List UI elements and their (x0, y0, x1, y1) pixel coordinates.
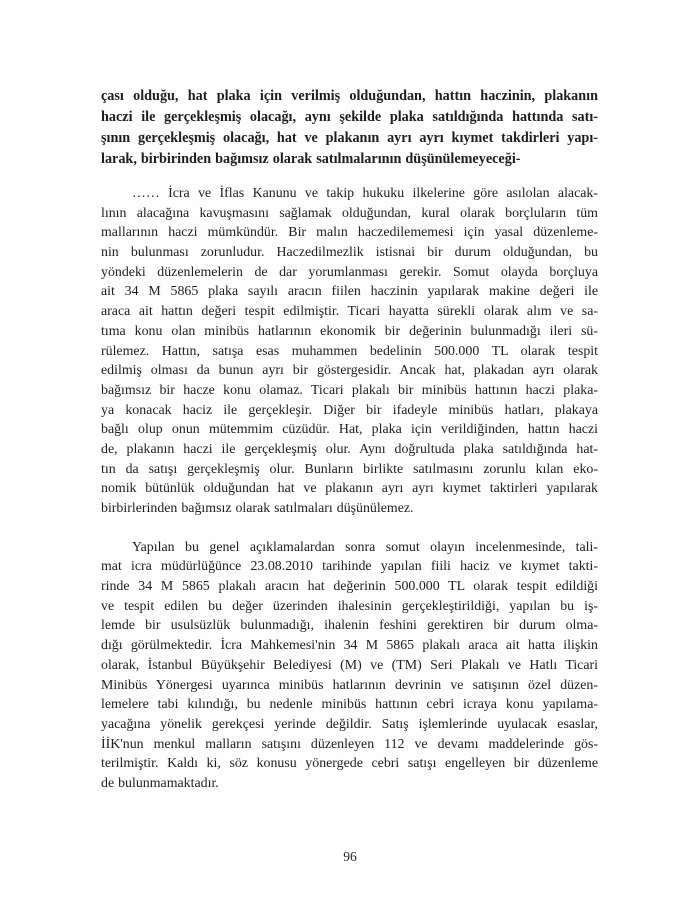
text-line: terilmiştir. Kaldı ki, söz konusu yönergede cebri satışı engelleyen bir düzenleme (101, 756, 598, 772)
paragraph-body-2 (101, 538, 598, 794)
text-line: birbirlerinden bağımsız olarak satılmaları düşünülemez. (101, 501, 414, 516)
text-line: yacağına yönelik gerekçesi yerinde değildir. Satış işlemlerinde uyulacak esaslar, (101, 716, 598, 732)
page-number: 96 (343, 849, 357, 864)
text-line: tın da satışı gerçekleşmiş olur. Bunların birlikte satılmasını zorunlu kılan eko- (101, 461, 598, 477)
paragraph-lead-quote-bold (101, 86, 598, 170)
text-line: rülemez. Hattın, satışa esas muhammen bedelinin 500.000 TL olarak tespit (101, 343, 598, 359)
text-line: …… İcra ve İflas Kanunu ve takip hukuku ilkelerine göre asılolan alacak- (132, 186, 598, 201)
text-line: araca ait hattın değeri tespit edilmiştir. Ticari hayatta sürekli olarak alım ve sa- (101, 304, 598, 320)
text-line: nomik bütünlük olduğundan hat ve plakanın ayrı ayrı kıymet taktirleri yapılarak (101, 481, 598, 497)
text-line: bağımsız bir hacze konu olamaz. Ticari plakalı bir minibüs hattının haczi plaka- (101, 382, 598, 398)
text-line: lemde bir usulsüzlük bulunmadığı, ihalenin feshini gerektiren bir durum olma- (101, 618, 598, 634)
text-line: mallarının haczi mümkündür. Bir malın haczedilememesi için yasal düzenleme- (101, 225, 598, 241)
text-line: çası olduğu, hat plaka için verilmiş olduğundan, hattın haczinin, plakanın (101, 88, 598, 104)
text-line: şının gerçekleşmiş olacağı, hat ve plakanın ayrı ayrı kıymet takdirleri yapı- (101, 130, 598, 146)
text-line: olarak, İstanbul Büyükşehir Belediyesi (M) ve (TM) Seri Plakalı ve Hatlı Ticari (101, 657, 598, 673)
text-line: edilmiş olması da bunun ayrı bir göstergesidir. Ancak hat, plakadan ayrı olarak (101, 363, 598, 379)
text-line: haczi ile gerçekleşmiş olacağı, aynı şekilde plaka satıldığında hattında satı- (101, 109, 598, 125)
text-line: yöndeki düzenlemelerin de dar yorumlanması gerekir. Somut olayda borçluya (101, 264, 598, 280)
text-line: lının alacağına kavuşmasını sağlamak olduğundan, kural olarak borçluların tüm (101, 205, 598, 221)
paragraph-body-1 (101, 184, 598, 519)
text-line: de bulunmamaktadır. (101, 775, 219, 791)
text-line: Yapılan bu genel açıklamalardan sonra somut olayın incelenmesinde, tali- (132, 539, 598, 555)
text-line: mat icra müdürlüğünce 23.08.2010 tarihinde yapılan fiili haciz ve kıymet takti- (101, 559, 598, 575)
text-block (101, 86, 598, 794)
text-line: nin bulunması zorunludur. Haczedilmezlik istisnai bir durum olduğundan, bu (101, 245, 598, 261)
text-line: larak, birbirinden bağımsız olarak satılmalarının düşünülemeyeceği- (101, 151, 521, 167)
text-line: ait 34 M 5865 plaka sayılı aracın fiilen haczinin yapılarak makine değeri ile (101, 284, 598, 300)
text-line: ve tespit edilen bu değer üzerinden ihalesinin gerçekleştirildiği, yapılan bu iş- (101, 598, 598, 614)
text-line: İİK'nun menkul malların satışını düzenleyen 112 ve devamı maddelerinde gös- (101, 736, 598, 752)
text-line: Minibüs Yönergesi uyarınca minibüs hatlarının devrinin ve satışının özel düzen- (101, 677, 598, 693)
text-line: ya konacak haciz ile gerçekleşir. Diğer bir ifadeyle minibüs hatları, plakaya (101, 402, 598, 418)
text-line: rinde 34 M 5865 plakalı aracın hat değerinin 500.000 TL olarak tespit edildiği (101, 579, 598, 595)
text-line: de, plakanın haczi ile gerçekleşmiş olur. Aynı doğrultuda plaka satıldığında hat- (101, 441, 598, 457)
text-line: lemelere tabi kılındığı, bu nedenle minibüs hattının cebri icraya konu yapılama- (101, 697, 598, 713)
text-line: dığı görülmektedir. İcra Mahkemesi'nin 34 M 5865 plakalı araca ait hatta ilişkin (101, 638, 598, 654)
text-line: tıma konu olan minibüs hatlarının ekonomik bir değerinin bulunmadığı ileri sü- (101, 323, 598, 339)
text-line: bağlı olup onun mütemmim cüzüdür. Hat, plaka için verildiğinden, hattın haczi (101, 422, 598, 438)
